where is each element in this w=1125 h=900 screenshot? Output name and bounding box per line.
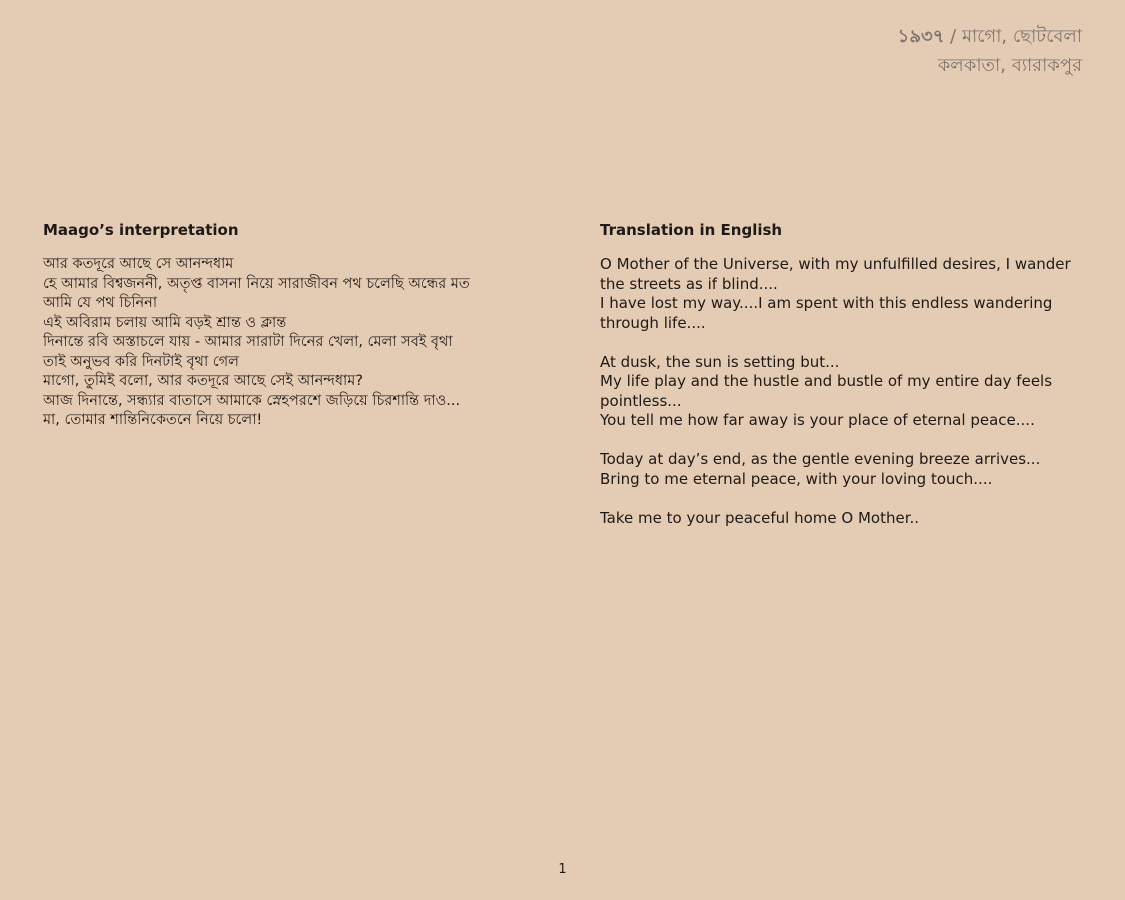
poem-line: এই অবিরাম চলায় আমি বড়ই শ্রান্ত ও ক্লান্ত [43, 314, 287, 331]
english-column-title: Translation in English [600, 221, 783, 239]
header-title: মাগো, ছোটবেলা [961, 26, 1082, 47]
poem-line: মা, তোমার শান্তিনিকেতনে নিয়ে চলো! [43, 412, 263, 428]
translation-line: O Mother of the Universe, with my unfulfilled desires, I wander the streets as if blind.... [600, 255, 1071, 293]
translation-line: My life play and the hustle and bustle of my entire day feels pointless... [600, 372, 1053, 410]
header-year: ১৯৩৭ [897, 26, 945, 47]
translation-paragraph [600, 255, 1085, 333]
header-place: কলকাতা, ব্যারাকপুর [937, 55, 1082, 76]
translation-line: Bring to me eternal peace, with your loving touch.... [600, 469, 993, 488]
bengali-column-title: Maago’s interpretation [43, 221, 239, 239]
poem-line: আর কতদূরে আছে সে আনন্দধাম [43, 256, 234, 272]
poem-line: মাগো, তুমিই বলো, আর কতদূরে আছে সেই আনন্দধাম? [43, 373, 363, 389]
bengali-poem [43, 255, 543, 431]
translation-line: You tell me how far away is your place of eternal peace.... [600, 411, 1035, 429]
page-number: 1 [558, 862, 567, 877]
translation-paragraph [600, 353, 1085, 431]
translation-line: At dusk, the sun is setting but... [600, 352, 840, 371]
translation-paragraph [600, 509, 1085, 529]
header-separator: / [944, 26, 962, 47]
translation-paragraph [600, 450, 1085, 489]
translation-line: Take me to your peaceful home O Mother.. [600, 508, 920, 527]
bengali-column [43, 220, 543, 431]
poem-line: হে আমার বিশ্বজননী, অতৃপ্ত বাসনা নিয়ে সারাজীবন পথ চলেছি অন্ধের মত [43, 275, 470, 292]
translation-line: Today at day’s end, as the gentle evening breeze arrives... [600, 450, 1041, 468]
english-column [600, 220, 1085, 548]
poem-line: আজ দিনান্তে, সন্ধ্যার বাতাসে আমাকে স্নেহপরশে জড়িয়ে চিরশান্তি দাও... [43, 392, 461, 409]
translation-line: I have lost my way....I am spent with this endless wandering through life.... [600, 294, 1053, 332]
poem-line: তাই অনুভব করি দিনটাই বৃথা গেল [43, 353, 239, 370]
header-title-line [898, 22, 1082, 51]
page-header [898, 22, 1082, 80]
poem-line: দিনান্তে রবি অস্তাচলে যায় - আমার সারাটা দিনের খেলা, মেলা সবই বৃথা [43, 334, 453, 350]
poem-line: আমি যে পথ চিনিনা [43, 295, 158, 311]
